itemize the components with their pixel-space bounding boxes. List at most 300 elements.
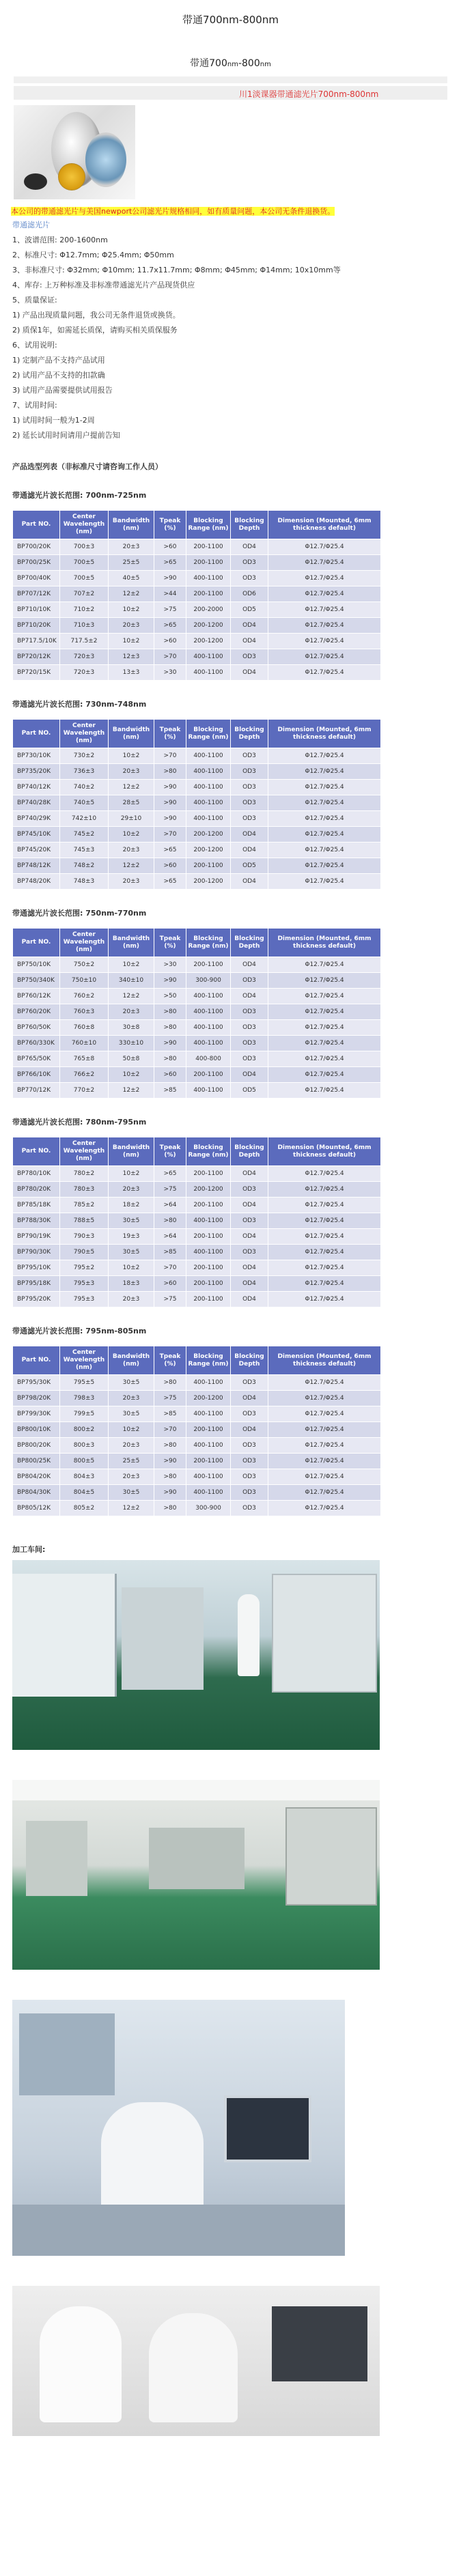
table-cell: OD4: [231, 665, 268, 681]
page-subtitle: [0, 56, 461, 70]
table-cell: 200-1100: [186, 555, 231, 571]
table-cell: OD3: [231, 1182, 268, 1198]
table-cell: 795±3: [60, 1292, 109, 1307]
table-cell: 400-1100: [186, 571, 231, 586]
section-link[interactable]: 带通滤光片: [12, 221, 50, 229]
table-row: [13, 843, 381, 858]
info-line: 6、试用说明:: [12, 341, 57, 350]
table-cell: >64: [154, 1229, 186, 1245]
table-cell: 20±3: [109, 843, 154, 858]
table-cell: 720±3: [60, 665, 109, 681]
table-cell: Φ12.7/Φ25.4: [268, 1229, 381, 1245]
column-header: Blocking Range (nm): [186, 720, 231, 748]
monitor-shape: [224, 2095, 311, 2162]
table-cell: >80: [154, 1438, 186, 1454]
table-cell: 400-1100: [186, 748, 231, 764]
table-cell: 12±2: [109, 858, 154, 874]
table-cell: Φ12.7/Φ25.4: [268, 1501, 381, 1516]
table-cell: 400-1100: [186, 1020, 231, 1036]
table-row: [13, 957, 381, 973]
table-cell: 710±2: [60, 602, 109, 618]
table-row: [13, 1182, 381, 1198]
table-row: [13, 780, 381, 795]
column-header: Dimension (Mounted, 6mm thickness default): [268, 1346, 381, 1375]
table-cell: 710±3: [60, 618, 109, 634]
title-banner: [14, 86, 447, 100]
table-cell: 20±3: [109, 539, 154, 555]
table-cell: BP795/20K: [13, 1292, 60, 1307]
table-cell: Φ12.7/Φ25.4: [268, 1292, 381, 1307]
table-cell: 200-1100: [186, 1276, 231, 1292]
table-header-row: [13, 511, 381, 539]
table-cell: 760±8: [60, 1020, 109, 1036]
table-cell: Φ12.7/Φ25.4: [268, 957, 381, 973]
table-cell: BP745/20K: [13, 843, 60, 858]
column-header: Part NO.: [13, 511, 60, 539]
table-cell: Φ12.7/Φ25.4: [268, 1454, 381, 1469]
table-cell: Φ12.7/Φ25.4: [268, 1469, 381, 1485]
table-cell: 20±3: [109, 1292, 154, 1307]
table-cell: BP700/25K: [13, 555, 60, 571]
selection-heading: 产品选型列表（非标准尺寸请咨询工作人员）: [12, 462, 163, 471]
table-cell: Φ12.7/Φ25.4: [268, 649, 381, 665]
table-cell: 12±2: [109, 780, 154, 795]
table-cell: Φ12.7/Φ25.4: [268, 1083, 381, 1099]
table-cell: >75: [154, 1182, 186, 1198]
table-cell: 760±2: [60, 989, 109, 1004]
table-row: [13, 1469, 381, 1485]
table-cell: >70: [154, 649, 186, 665]
table-cell: 200-1100: [186, 1198, 231, 1213]
table-cell: 200-1200: [186, 618, 231, 634]
table-cell: OD4: [231, 1422, 268, 1438]
table-cell: 795±3: [60, 1276, 109, 1292]
table-cell: 13±3: [109, 665, 154, 681]
table-cell: Φ12.7/Φ25.4: [268, 1198, 381, 1213]
table-cell: 200-1200: [186, 1391, 231, 1406]
table-row: [13, 748, 381, 764]
workshop-photo-1: [12, 1560, 380, 1750]
table-cell: 200-1100: [186, 539, 231, 555]
table-cell: Φ12.7/Φ25.4: [268, 1020, 381, 1036]
table-cell: Φ12.7/Φ25.4: [268, 571, 381, 586]
machine-shape: [12, 1574, 117, 1697]
column-header: Part NO.: [13, 1137, 60, 1166]
table-cell: BP788/30K: [13, 1213, 60, 1229]
table-cell: 400-1100: [186, 1245, 231, 1260]
table-cell: 10±2: [109, 602, 154, 618]
table-cell: 748±3: [60, 874, 109, 890]
table-row: [13, 1166, 381, 1182]
table-cell: OD3: [231, 764, 268, 780]
divider-bar: [14, 76, 447, 83]
info-line: 2) 质保1年，如需延长质保，请购买相关质保服务: [12, 326, 178, 335]
table-cell: 20±3: [109, 1438, 154, 1454]
column-header: Bandwidth (nm): [109, 1137, 154, 1166]
table-cell: >90: [154, 1036, 186, 1051]
table-cell: OD5: [231, 858, 268, 874]
table-row: [13, 1276, 381, 1292]
table-cell: 700±5: [60, 571, 109, 586]
table-cell: 200-1100: [186, 1422, 231, 1438]
column-header: Tpeak (%): [154, 1346, 186, 1375]
table-cell: 200-1100: [186, 1166, 231, 1182]
table-cell: 800±5: [60, 1454, 109, 1469]
table-cell: >64: [154, 1198, 186, 1213]
table-cell: 20±3: [109, 1004, 154, 1020]
table-cell: OD3: [231, 649, 268, 665]
table-row: [13, 1501, 381, 1516]
table-cell: 742±10: [60, 811, 109, 827]
table-cell: BP707/12K: [13, 586, 60, 602]
table-cell: BP766/10K: [13, 1067, 60, 1083]
table-cell: BP748/20K: [13, 874, 60, 890]
table-cell: OD3: [231, 1438, 268, 1454]
table-cell: 730±2: [60, 748, 109, 764]
table-cell: 12±2: [109, 1501, 154, 1516]
spec-table: [12, 719, 381, 890]
table-cell: >80: [154, 1375, 186, 1391]
table-cell: Φ12.7/Φ25.4: [268, 1422, 381, 1438]
table-cell: BP800/10K: [13, 1422, 60, 1438]
table-cell: 400-1100: [186, 1036, 231, 1051]
table-cell: 20±3: [109, 1469, 154, 1485]
subtitle-mid: -800: [238, 58, 260, 69]
table-cell: 400-1100: [186, 1375, 231, 1391]
table-cell: Φ12.7/Φ25.4: [268, 843, 381, 858]
subtitle-unit-2: nm: [260, 61, 271, 68]
table-cell: BP710/10K: [13, 602, 60, 618]
table-cell: OD4: [231, 1198, 268, 1213]
table-row: [13, 811, 381, 827]
table-row: [13, 1406, 381, 1422]
table-cell: Φ12.7/Φ25.4: [268, 602, 381, 618]
info-line: 4、库存: 上万种标准及非标准带通滤光片产品现货供应: [12, 281, 195, 289]
table-row: [13, 795, 381, 811]
table-cell: >90: [154, 571, 186, 586]
subtitle-unit: nm: [227, 61, 238, 68]
table-row: [13, 618, 381, 634]
table-cell: BP800/20K: [13, 1438, 60, 1454]
table-row: [13, 1391, 381, 1406]
table-cell: Φ12.7/Φ25.4: [268, 555, 381, 571]
table-cell: Φ12.7/Φ25.4: [268, 973, 381, 989]
table-cell: BP795/18K: [13, 1276, 60, 1292]
column-header: Blocking Depth: [231, 1137, 268, 1166]
table-cell: OD4: [231, 843, 268, 858]
table-row: [13, 1083, 381, 1099]
table-cell: Φ12.7/Φ25.4: [268, 1182, 381, 1198]
table-cell: BP760/12K: [13, 989, 60, 1004]
table-cell: Φ12.7/Φ25.4: [268, 665, 381, 681]
table-row: [13, 1422, 381, 1438]
table-cell: BP804/20K: [13, 1469, 60, 1485]
table-cell: OD4: [231, 618, 268, 634]
column-header: Blocking Range (nm): [186, 929, 231, 957]
table-cell: >65: [154, 1166, 186, 1182]
table-header-row: [13, 1346, 381, 1375]
table-cell: 400-1100: [186, 989, 231, 1004]
table-row: [13, 874, 381, 890]
table-cell: OD3: [231, 1051, 268, 1067]
table-cell: OD3: [231, 780, 268, 795]
table-cell: >90: [154, 795, 186, 811]
table-cell: 200-2000: [186, 602, 231, 618]
column-header: Dimension (Mounted, 6mm thickness default): [268, 511, 381, 539]
table-cell: >90: [154, 1485, 186, 1501]
table-cell: 10±2: [109, 1166, 154, 1182]
table-cell: 400-1100: [186, 811, 231, 827]
column-header: Dimension (Mounted, 6mm thickness default): [268, 929, 381, 957]
table-header-row: [13, 1137, 381, 1166]
table-cell: BP735/20K: [13, 764, 60, 780]
table-cell: 799±5: [60, 1406, 109, 1422]
table-cell: 800±3: [60, 1438, 109, 1454]
table-cell: 10±2: [109, 1422, 154, 1438]
table-cell: 10±2: [109, 957, 154, 973]
table-cell: BP798/20K: [13, 1391, 60, 1406]
info-list: [0, 233, 461, 443]
table-cell: OD4: [231, 957, 268, 973]
table-cell: >60: [154, 858, 186, 874]
table-cell: Φ12.7/Φ25.4: [268, 1004, 381, 1020]
table-cell: OD3: [231, 1375, 268, 1391]
table-cell: 30±5: [109, 1213, 154, 1229]
column-header: Blocking Range (nm): [186, 1137, 231, 1166]
info-line: 3) 试用产品需要提供试用报告: [12, 386, 113, 395]
column-header: Tpeak (%): [154, 720, 186, 748]
table-cell: 750±2: [60, 957, 109, 973]
table-cell: >80: [154, 1469, 186, 1485]
table-cell: BP790/19K: [13, 1229, 60, 1245]
table-cell: 20±3: [109, 764, 154, 780]
table-cell: >75: [154, 1292, 186, 1307]
table-cell: BP717.5/10K: [13, 634, 60, 649]
table-row: [13, 586, 381, 602]
column-header: Blocking Depth: [231, 1346, 268, 1375]
table-cell: BP760/330K: [13, 1036, 60, 1051]
table-cell: >44: [154, 586, 186, 602]
table-row: [13, 665, 381, 681]
table-cell: 200-1100: [186, 586, 231, 602]
table-cell: OD3: [231, 1213, 268, 1229]
table-cell: OD4: [231, 1229, 268, 1245]
table-cell: >70: [154, 827, 186, 843]
table-cell: BP700/40K: [13, 571, 60, 586]
info-line: 1) 产品出现质量问题，我公司无条件退货或换货。: [12, 311, 180, 320]
table-cell: OD3: [231, 811, 268, 827]
table-row: [13, 571, 381, 586]
table-cell: 18±3: [109, 1276, 154, 1292]
table-cell: 400-1100: [186, 1083, 231, 1099]
table-cell: 400-1100: [186, 1213, 231, 1229]
table-cell: 400-1100: [186, 665, 231, 681]
equipment-right-shape: [285, 1807, 377, 1906]
table-cell: 200-1200: [186, 827, 231, 843]
notice: [0, 203, 461, 216]
table-cell: Φ12.7/Φ25.4: [268, 1260, 381, 1276]
table-cell: 707±2: [60, 586, 109, 602]
table-cell: >80: [154, 764, 186, 780]
table-cell: >85: [154, 1245, 186, 1260]
table-cell: Φ12.7/Φ25.4: [268, 1067, 381, 1083]
column-header: Center Wavelength (nm): [60, 511, 109, 539]
column-header: Tpeak (%): [154, 511, 186, 539]
table-cell: 50±8: [109, 1051, 154, 1067]
table-cell: 760±10: [60, 1036, 109, 1051]
table-cell: OD4: [231, 1292, 268, 1307]
table-cell: Φ12.7/Φ25.4: [268, 586, 381, 602]
table-cell: Φ12.7/Φ25.4: [268, 827, 381, 843]
table-cell: 805±2: [60, 1501, 109, 1516]
table-cell: 340±10: [109, 973, 154, 989]
table-cell: BP770/12K: [13, 1083, 60, 1099]
table-cell: 10±2: [109, 634, 154, 649]
table-row: [13, 555, 381, 571]
table-cell: 25±5: [109, 555, 154, 571]
table-cell: >90: [154, 811, 186, 827]
table-cell: OD3: [231, 1245, 268, 1260]
control-panel-shape: [272, 1574, 377, 1693]
table-cell: >65: [154, 843, 186, 858]
table-cell: OD4: [231, 989, 268, 1004]
table-cell: Φ12.7/Φ25.4: [268, 1276, 381, 1292]
table-cell: 766±2: [60, 1067, 109, 1083]
table-cell: >60: [154, 634, 186, 649]
table-cell: >80: [154, 1501, 186, 1516]
table-cell: >80: [154, 1004, 186, 1020]
table-cell: 300-900: [186, 1501, 231, 1516]
table-cell: 400-1100: [186, 1485, 231, 1501]
table-cell: Φ12.7/Φ25.4: [268, 874, 381, 890]
column-header: Center Wavelength (nm): [60, 929, 109, 957]
page-title: 带通700nm-800nm: [182, 14, 279, 26]
workshop-photo-2: [12, 1780, 380, 1970]
table-cell: 200-1100: [186, 957, 231, 973]
table-cell: OD4: [231, 827, 268, 843]
table-cell: 400-1100: [186, 795, 231, 811]
table-cell: 10±2: [109, 748, 154, 764]
table-cell: 200-1100: [186, 1067, 231, 1083]
table-cell: 800±2: [60, 1422, 109, 1438]
table-cell: Φ12.7/Φ25.4: [268, 989, 381, 1004]
table-cell: Φ12.7/Φ25.4: [268, 1245, 381, 1260]
table-cell: 200-1100: [186, 858, 231, 874]
table-cell: 30±5: [109, 1375, 154, 1391]
table-cell: 400-1100: [186, 764, 231, 780]
info-line: 1、波谱范围: 200-1600nm: [12, 236, 108, 244]
table-cell: BP760/20K: [13, 1004, 60, 1020]
table-cell: OD3: [231, 748, 268, 764]
ceiling-shape: [12, 1780, 380, 1800]
table-cell: 200-1200: [186, 874, 231, 890]
table-cell: 748±2: [60, 858, 109, 874]
table-cell: 200-1100: [186, 1454, 231, 1469]
table-cell: 400-1100: [186, 1438, 231, 1454]
banner-text: 川1淡课器带通滤光片700nm-800nm: [239, 89, 379, 99]
table-cell: BP780/10K: [13, 1166, 60, 1182]
table-cell: OD3: [231, 1004, 268, 1020]
lens-gold-shape: [58, 163, 85, 190]
table-cell: OD4: [231, 1276, 268, 1292]
table-cell: >30: [154, 665, 186, 681]
table-cell: 10±2: [109, 1260, 154, 1276]
table-row: [13, 1229, 381, 1245]
table-cell: 18±2: [109, 1198, 154, 1213]
table-row: [13, 1051, 381, 1067]
column-header: Bandwidth (nm): [109, 720, 154, 748]
table-cell: 780±2: [60, 1166, 109, 1182]
worker-shape: [238, 1594, 260, 1676]
table-row: [13, 973, 381, 989]
table-cell: 400-1100: [186, 1469, 231, 1485]
table-cell: 400-1100: [186, 780, 231, 795]
table-cell: 19±3: [109, 1229, 154, 1245]
table-row: [13, 1292, 381, 1307]
table-cell: 400-1100: [186, 649, 231, 665]
table-cell: 790±3: [60, 1229, 109, 1245]
table-cell: Φ12.7/Φ25.4: [268, 1438, 381, 1454]
table-cell: OD3: [231, 1454, 268, 1469]
column-header: Dimension (Mounted, 6mm thickness default): [268, 1137, 381, 1166]
table-cell: Φ12.7/Φ25.4: [268, 1051, 381, 1067]
chamber-shape: [122, 1587, 204, 1690]
info-line: 1) 试用时间一般为1-2周: [12, 416, 95, 425]
table-cell: 200-1100: [186, 1292, 231, 1307]
table-row: [13, 1036, 381, 1051]
subtitle-main: 带通700: [190, 58, 227, 69]
table-cell: >60: [154, 1276, 186, 1292]
table-header-row: [13, 929, 381, 957]
table-row: [13, 827, 381, 843]
table-row: [13, 539, 381, 555]
table-cell: >80: [154, 1020, 186, 1036]
table-cell: OD3: [231, 555, 268, 571]
column-header: Tpeak (%): [154, 929, 186, 957]
table-row: [13, 858, 381, 874]
table-cell: 20±3: [109, 1391, 154, 1406]
table-cell: 25±5: [109, 1454, 154, 1469]
equipment-center-shape: [149, 1828, 245, 1889]
spec-table: [12, 928, 381, 1099]
table-cell: Φ12.7/Φ25.4: [268, 780, 381, 795]
table-cell: 28±5: [109, 795, 154, 811]
table-cell: 804±5: [60, 1485, 109, 1501]
factory-heading: 加工车间:: [12, 1545, 46, 1554]
table-cell: 200-1100: [186, 1260, 231, 1276]
desk-shape: [12, 2205, 345, 2256]
table-row: [13, 1004, 381, 1020]
table-row: [13, 1067, 381, 1083]
workshop-photo-4: [12, 2286, 380, 2436]
table-row: [13, 1375, 381, 1391]
table-cell: >80: [154, 1213, 186, 1229]
table-cell: 736±3: [60, 764, 109, 780]
table-cell: 765±8: [60, 1051, 109, 1067]
table-header-row: [13, 720, 381, 748]
info-line: 1) 定制产品不支持产品试用: [12, 356, 105, 365]
table-row: [13, 649, 381, 665]
table-cell: OD4: [231, 634, 268, 649]
info-line: 3、非标准尺寸: Φ32mm; Φ10mm; 11.7x11.7mm; Φ8mm; Φ45mm; Φ14mm; 10x10mm等: [12, 266, 341, 274]
info-line: 2) 试用产品不支持的扣款确: [12, 371, 105, 380]
table-cell: >90: [154, 780, 186, 795]
table-cell: OD4: [231, 1067, 268, 1083]
table-cell: 330±10: [109, 1036, 154, 1051]
table-cell: 29±10: [109, 811, 154, 827]
table-cell: 400-1100: [186, 1406, 231, 1422]
table-cell: 12±2: [109, 989, 154, 1004]
